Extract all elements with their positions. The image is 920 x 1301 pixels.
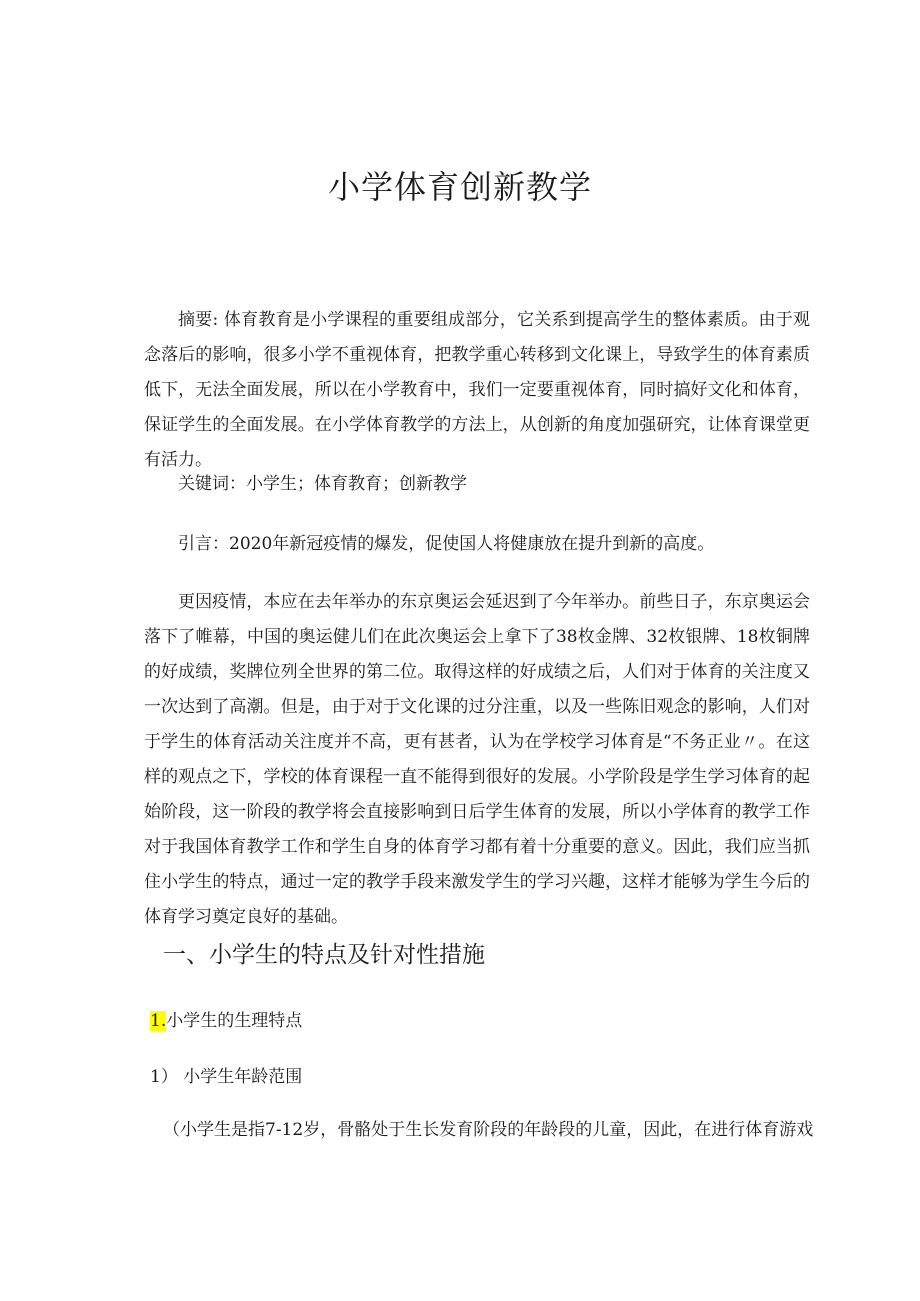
body-paragraph: 更因疫情，本应在去年举办的东京奥运会延迟到了今年举办。前些日子，东京奥运会落下了帷幕，中国的奥运健儿们在此次奥运会上拿下了38枚金牌、32枚银牌、18枚铜牌的好成绩，奖牌位列全世界的第二位。取得这样的好成绩之后，人们对于体育的关注度又一次达到了高潮。但是，由于对于文化课的过分注重，以及一些陈旧观念的影响，人们对于学生的体育活动关注度并不高，更有甚者，认为在学校学习体育是“不务正业〃。在这样的观点之下，学校的体育课程一直不能得到很好的发展。小学阶段是学生学习体育的起始阶段，这一阶段的教学将会直接影响到日后学生体育的发展，所以小学体育的教学工作对于我国体育教学工作和学生自身的体育学习都有着十分重要的意义。因此，我们应当抓住小学生的特点，通过一定的教学手段来激发学生的学习兴趣，这样才能够为学生今后的体育学习奠定良好的基础。 xyxy=(144,592,810,927)
subsection-number: 1. xyxy=(150,1011,167,1031)
intro-line: 引言：2020年新冠疫情的爆发，促使国人将健康放在提升到新的高度。 xyxy=(178,534,715,554)
document-title: 小学体育创新教学 xyxy=(327,168,592,206)
subsection-heading xyxy=(150,1004,816,1039)
body-line: （小学生是指7-12岁，骨骼处于生长发育阶段的年龄段的儿童，因此，在进行体育游戏 xyxy=(163,1120,814,1140)
section-heading: 一、小学生的特点及针对性措施 xyxy=(163,942,485,968)
subsection-title: 小学生的生理特点 xyxy=(166,1011,303,1031)
abstract-paragraph: 摘要: 体育教育是小学课程的重要组成部分，它关系到提高学生的整体素质。由于观念落后的影响，很多小学不重视体育，把教学重心转移到文化课上，导致学生的体育素质低下，无法全面发展，所以在小学教育中，我们一定要重视体育，同时搞好文化和体育，保证学生的全面发展。在小学体育教学的方法上，从创新的角度加强研究，让体育课堂更有活力。 xyxy=(144,310,810,470)
keywords-line: 关键词：小学生；体育教育；创新教学 xyxy=(178,474,467,494)
item-heading: 1） 小学生年龄范围 xyxy=(150,1067,303,1087)
